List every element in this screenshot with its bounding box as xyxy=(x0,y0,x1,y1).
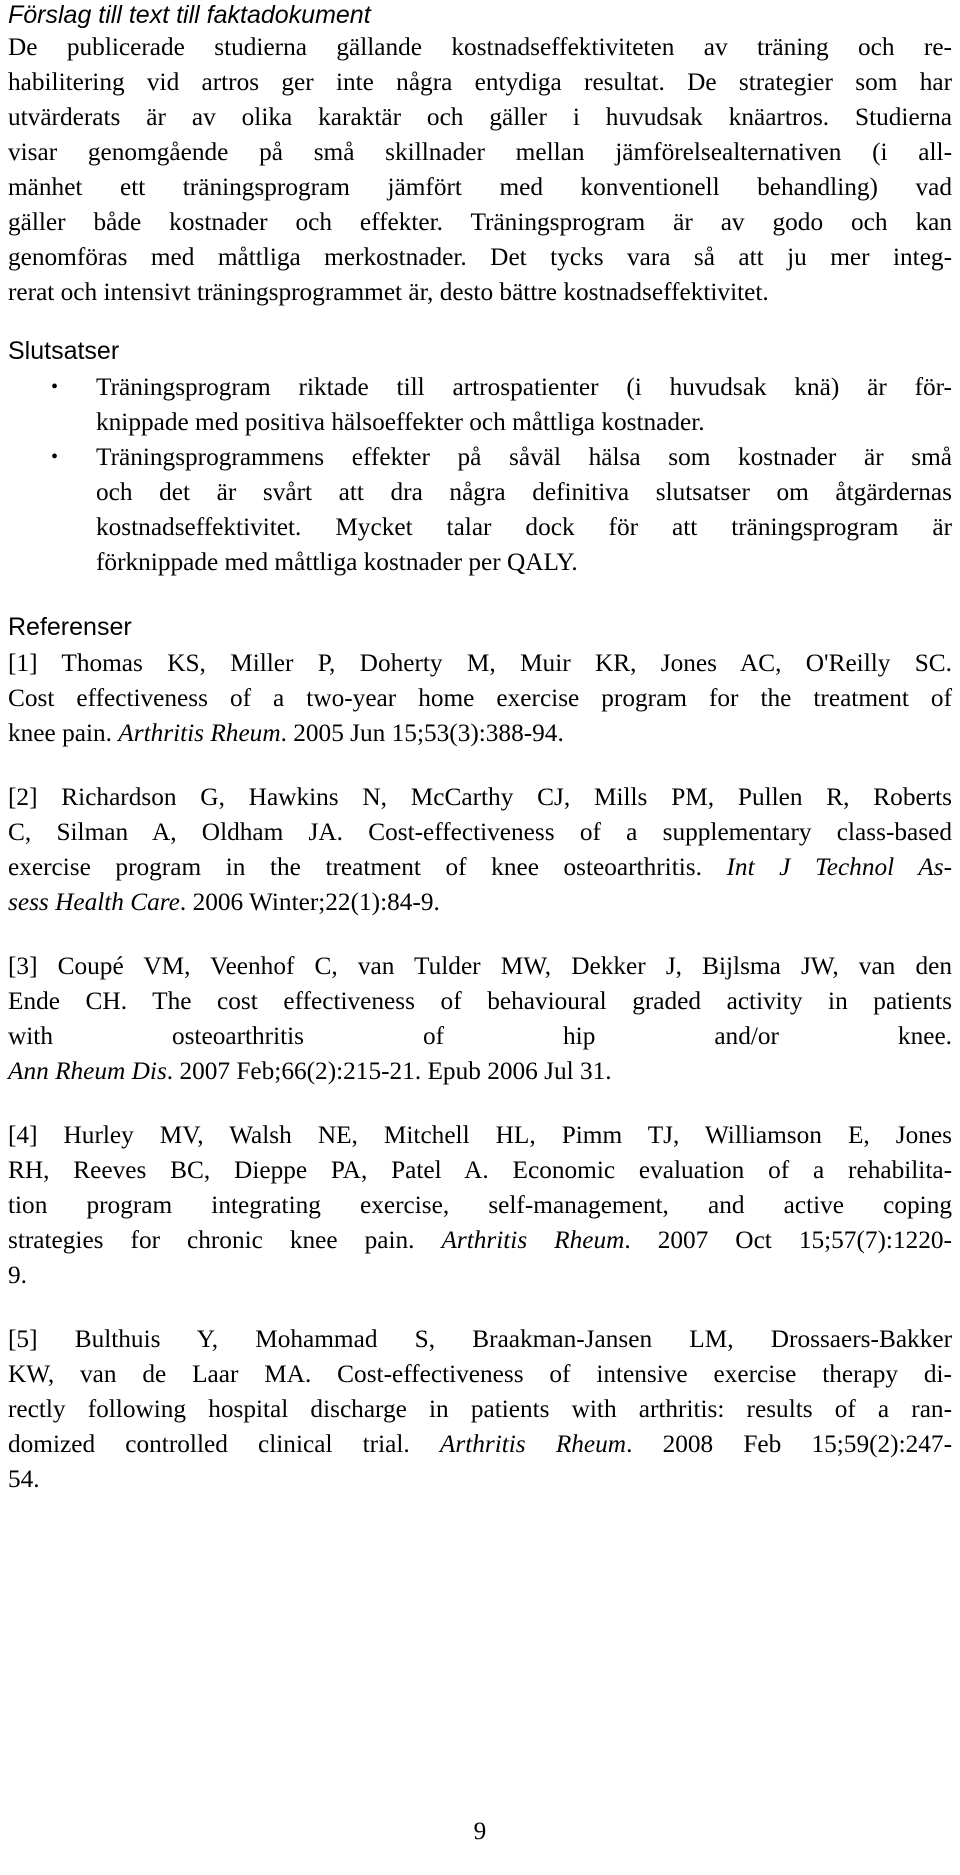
reference-text: rectly following hospital discharge in patients with arthritis: results of a ran- xyxy=(8,1395,952,1423)
proposal-paragraph xyxy=(8,30,952,310)
reference-line xyxy=(8,1019,952,1054)
conclusion-line: Träningsprogram riktade till artrospatienter (i huvudsak knä) är för- xyxy=(96,373,952,401)
reference-line xyxy=(8,646,952,681)
proposal-line: visar genomgående på små skillnader mellan jämförelsealternativen (i all- xyxy=(8,138,952,166)
reference-line xyxy=(8,780,952,815)
reference-line xyxy=(8,1392,952,1427)
reference-text: KW, van de Laar MA. Cost-effectiveness of intensive exercise therapy di- xyxy=(8,1360,952,1388)
conclusion-line: och det är svårt att dra några definitiva slutsatser om åtgärdernas xyxy=(96,478,952,506)
conclusion-item xyxy=(8,370,952,440)
journal-title: Ann Rheum Dis xyxy=(8,1057,167,1085)
reference-line xyxy=(8,1188,952,1223)
reference-line xyxy=(8,815,952,850)
reference-line xyxy=(8,681,952,716)
journal-title: Arthritis Rheum xyxy=(441,1226,625,1254)
proposal-line: rerat och intensivt träningsprogrammet är, desto bättre kostnadseffektivitet. xyxy=(8,278,769,306)
proposal-line: habilitering vid artros ger inte några entydiga resultat. De strategier som har xyxy=(8,68,952,96)
journal-title: Int J Technol As- xyxy=(726,853,952,881)
bullet-icon: • xyxy=(51,446,59,468)
proposal-line: De publicerade studierna gällande kostnadseffektiviteten av träning och re- xyxy=(8,33,952,61)
page-number: 9 xyxy=(473,1817,487,1845)
reference-text: [2] Richardson G, Hawkins N, McCarthy CJ, Mills PM, Pullen R, Roberts xyxy=(8,783,952,811)
reference-text: knee pain. xyxy=(8,719,119,747)
reference-line xyxy=(8,1153,952,1188)
reference-line xyxy=(8,885,952,920)
reference-text: with osteoarthritis of hip and/or knee. xyxy=(8,1022,952,1050)
page-content xyxy=(8,0,952,1526)
conclusions-list xyxy=(8,370,952,580)
reference-line xyxy=(8,716,952,751)
reference-text: . 2008 Feb 15;59(2):247- xyxy=(626,1430,952,1458)
references-heading: Referenser xyxy=(8,613,132,641)
reference-text: 9. xyxy=(8,1261,27,1289)
reference-text: [3] Coupé VM, Veenhof C, van Tulder MW, Dekker J, Bijlsma JW, van den xyxy=(8,952,952,980)
conclusions-heading: Slutsatser xyxy=(8,337,120,365)
proposal-line: utvärderats är av olika karaktär och gäller i huvudsak knäartros. Studierna xyxy=(8,103,952,131)
reference-text: RH, Reeves BC, Dieppe PA, Patel A. Economic evaluation of a rehabilita- xyxy=(8,1156,952,1184)
proposal-line: gäller både kostnader och effekter. Träningsprogram är av godo och kan xyxy=(8,208,952,236)
reference-text: . 2006 Winter;22(1):84-9. xyxy=(179,888,440,916)
reference-text: tion program integrating exercise, self-management, and active coping xyxy=(8,1191,952,1219)
reference-text: [1] Thomas KS, Miller P, Doherty M, Muir KR, Jones AC, O'Reilly SC. xyxy=(8,649,952,677)
reference-line xyxy=(8,1118,952,1153)
reference-line xyxy=(8,1357,952,1392)
reference-text: . 2007 Feb;66(2):215-21. Epub 2006 Jul 31. xyxy=(166,1057,612,1085)
reference-text: C, Silman A, Oldham JA. Cost-effectiveness of a supplementary class-based xyxy=(8,818,952,846)
references-list xyxy=(8,646,952,1497)
reference-line xyxy=(8,1322,952,1357)
reference-line xyxy=(8,984,952,1019)
journal-title: Arthritis Rheum xyxy=(118,719,281,747)
conclusion-line: Träningsprogrammens effekter på såväl hälsa som kostnader är små xyxy=(96,443,952,471)
reference-text: [5] Bulthuis Y, Mohammad S, Braakman-Jansen LM, Drossaers-Bakker xyxy=(8,1325,952,1353)
reference-text: Cost effectiveness of a two-year home exercise program for the treatment of xyxy=(8,684,952,712)
reference-item xyxy=(8,780,952,920)
reference-text: . 2007 Oct 15;57(7):1220- xyxy=(624,1226,952,1254)
reference-text: exercise program in the treatment of knee osteoarthritis. xyxy=(8,853,727,881)
proposal-line: mänhet ett träningsprogram jämfört med konventionell behandling) vad xyxy=(8,173,952,201)
reference-line xyxy=(8,850,952,885)
reference-item xyxy=(8,1118,952,1293)
reference-line xyxy=(8,949,952,984)
journal-title: Arthritis Rheum xyxy=(439,1430,627,1458)
reference-text: domized controlled clinical trial. xyxy=(8,1430,440,1458)
reference-line xyxy=(8,1223,952,1258)
reference-line xyxy=(8,1054,952,1089)
reference-text: [4] Hurley MV, Walsh NE, Mitchell HL, Pimm TJ, Williamson E, Jones xyxy=(8,1121,952,1149)
conclusion-line: kostnadseffektivitet. Mycket talar dock för att träningsprogram är xyxy=(96,513,952,541)
reference-item xyxy=(8,1322,952,1497)
reference-item xyxy=(8,949,952,1089)
conclusion-line: knippade med positiva hälsoeffekter och måttliga kostnader. xyxy=(96,408,705,436)
reference-text: 54. xyxy=(8,1465,40,1493)
reference-line xyxy=(8,1427,952,1462)
bullet-icon: • xyxy=(51,376,59,398)
conclusion-item xyxy=(8,440,952,580)
conclusion-line: förknippade med måttliga kostnader per QALY. xyxy=(96,548,578,576)
journal-title: sess Health Care xyxy=(8,888,180,916)
proposal-line: genomföras med måttliga merkostnader. Det tycks vara så att ju mer integ- xyxy=(8,243,952,271)
reference-text: Ende CH. The cost effectiveness of behavioural graded activity in patients xyxy=(8,987,952,1015)
reference-text: . 2005 Jun 15;53(3):388-94. xyxy=(280,719,564,747)
reference-item xyxy=(8,646,952,751)
reference-line xyxy=(8,1258,952,1293)
proposal-heading: Förslag till text till faktadokument xyxy=(8,1,371,29)
reference-line xyxy=(8,1462,952,1497)
reference-text: strategies for chronic knee pain. xyxy=(8,1226,442,1254)
